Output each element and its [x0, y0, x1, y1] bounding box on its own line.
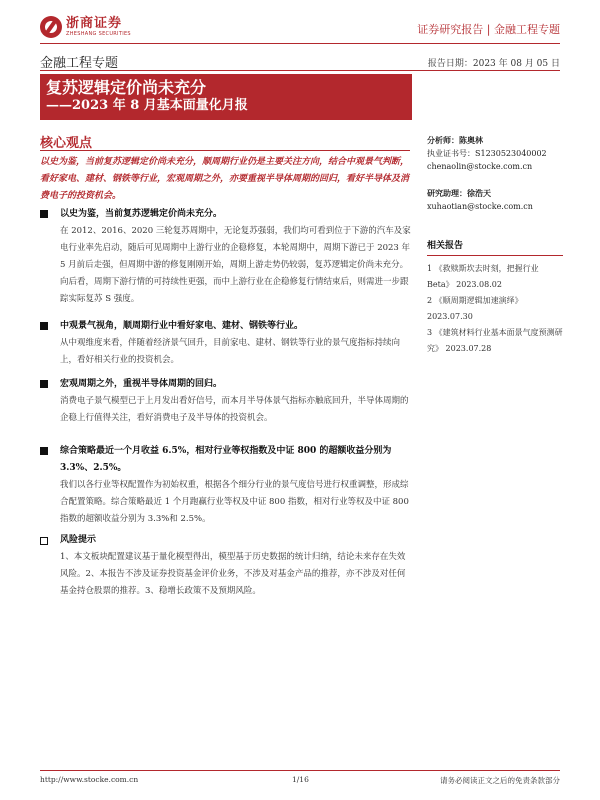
risk-body: 1、本文板块配置建议基于量化模型得出，模型基于历史数据的统计归纳，结论未来存在失效风险。2、本报告不涉及证券投资基金评价业务，不涉及对基金产品的推荐，亦不涉及对任何基金持仓股票的推荐。3、稳增长政策不及预期风险。 — [60, 552, 406, 596]
section-heading: 以史为鉴，当前复苏逻辑定价尚未充分。 — [40, 206, 412, 223]
page-footer — [40, 770, 560, 784]
section-heading: 中观景气视角，顺周期行业中看好家电、建材、钢铁等行业。 — [40, 318, 412, 335]
analyst-info — [427, 134, 563, 213]
section-mid-view — [40, 318, 412, 369]
assistant-email: xuhaotian@stocke.com.cn — [427, 202, 533, 211]
section-strategy — [40, 443, 412, 528]
title-banner — [40, 74, 412, 120]
section-body: 消费电子景气模型已于上月发出看好信号，而本月半导体景气指标亦触底回升，半导体周期的企稳上行值得关注，看好消费电子及半导体的投资机会。 — [60, 396, 409, 423]
square-bullet-icon — [40, 210, 48, 218]
logo-text — [66, 17, 131, 38]
related-reports — [427, 238, 563, 357]
risk-heading: 风险提示 — [40, 532, 412, 549]
core-views-heading: 核心观点 — [40, 136, 93, 151]
page-title: 复苏逻辑定价尚未充分 — [46, 78, 207, 97]
section-tag: 金融工程专题 — [40, 56, 119, 71]
section-heading: 宏观周期之外，重视半导体周期的回归。 — [40, 376, 412, 393]
disclaimer-note: 请务必阅读正文之后的免责条款部分 — [440, 776, 560, 785]
related-reports-heading: 相关报告 — [427, 241, 464, 251]
page-subtitle: ——2023 年 8 月基本面量化月报 — [46, 98, 248, 113]
company-logo — [40, 14, 131, 40]
report-date: 报告日期：2023 年 08 月 05 日 — [427, 59, 560, 69]
analyst-name: 分析师：陈奥林 — [427, 135, 483, 145]
divider — [40, 150, 410, 151]
page-number: 1/16 — [292, 775, 309, 784]
divider — [40, 70, 560, 71]
logo-name-cn: 浙商证券 — [66, 15, 123, 31]
section-risk — [40, 532, 412, 600]
report-category: 证券研究报告 | 金融工程专题 — [417, 23, 560, 36]
analyst-email: chenaolin@stocke.com.cn — [427, 162, 533, 171]
zheshang-logo-icon — [40, 16, 62, 38]
section-body: 我们以各行业等权配置作为初始权重，根据各个细分行业的景气度信号进行权重调整，形成综合配置策略。综合策略最近 1 个月跑赢行业等权及中证 800 指数，相对行业等权及中证 800 指数的超额收益分别为 3.3%和 2.5%。 — [60, 480, 409, 524]
related-report-item[interactable]: 1 《救赎斯坎去时刻，把握行业 Beta》 2023.08.02 — [427, 264, 539, 289]
related-report-item[interactable]: 3 《建筑材料行业基本面景气度预测研究》 2023.07.28 — [427, 328, 563, 353]
square-bullet-icon — [40, 380, 48, 388]
assistant-name: 研究助理：徐浩天 — [427, 188, 491, 198]
section-body: 在 2012、2016、2020 三轮复苏周期中，无论复苏强弱，我们均可看到位于下游的汽车及家电行业率先启动，随后可见周期中上游行业的企稳修复，本轮周期中，周期下游已于 2023 年 5 月前后走强，但周期中游的修复刚刚开始，周期上游走势仍较弱，复苏逻辑定价尚未充分。向后看，周期下游行情的可持续性更强，而中上游行业在企稳修复行情结束后，则需进一步跟踪实际复苏 S 强度。 — [60, 226, 411, 304]
hollow-square-bullet-icon — [40, 537, 48, 545]
section-semiconductor — [40, 376, 412, 427]
page-header — [40, 14, 560, 44]
related-report-item[interactable]: 2 《顺周期逻辑加速演绎》 2023.07.30 — [427, 296, 523, 321]
square-bullet-icon — [40, 447, 48, 455]
license-number: 执业证书号：S1230523040002 — [427, 149, 547, 158]
section-heading: 综合策略最近一个月收益 6.5%，相对行业等权指数及中证 800 的超额收益分别为 3.3%、2.5%。 — [40, 443, 412, 477]
section-history — [40, 206, 412, 308]
section-body: 从中观维度来看，伴随着经济景气回升，目前家电、建材、钢铁等行业的景气度指标持续向上，看好相关行业的投资机会。 — [60, 338, 401, 365]
website-link[interactable]: http://www.stocke.com.cn — [40, 775, 139, 784]
square-bullet-icon — [40, 322, 48, 330]
divider — [427, 255, 563, 256]
core-views-summary: 以史为鉴，当前复苏逻辑定价尚未充分，顺周期行业仍是主要关注方向，结合中观景气判断，看好家电、建材、钢铁等行业，宏观周期之外，亦要重视半导体周期的回归，看好半导体及消费电子的投资机会。 — [40, 157, 410, 201]
logo-name-en: ZHESHANG SECURITIES — [66, 30, 131, 37]
